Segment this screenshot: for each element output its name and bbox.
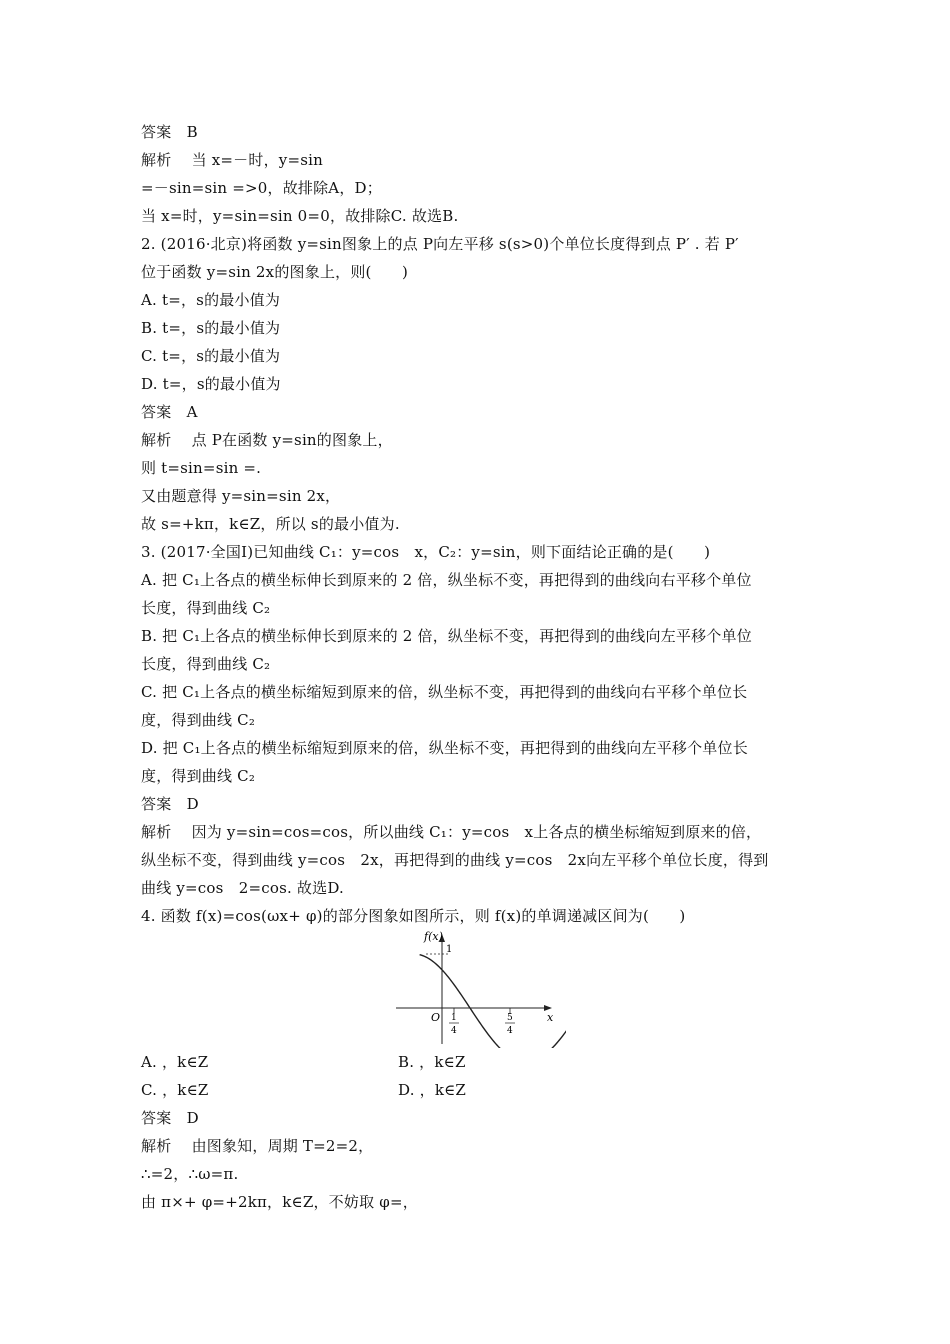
analysis-line: 当 x=时，y=sin=sin 0=0，故排除C. 故选B. xyxy=(141,207,459,225)
analysis-line: 解析 当 x=－时，y=sin xyxy=(141,151,323,169)
analysis-line: 故 s=+kπ，k∈Z，所以 s的最小值为. xyxy=(141,515,400,533)
question-3-option-b-cont: 长度，得到曲线 C₂ xyxy=(141,655,271,673)
answer-line-q4: 答案 D xyxy=(141,1109,199,1127)
analysis-line: 曲线 y=cos 2=cos. 故选D. xyxy=(141,879,344,897)
analysis-line: 解析 因为 y=sin=cos=cos，所以曲线 C₁：y=cos x上各点的横坐标缩短到原来的倍， xyxy=(141,823,762,841)
question-3-stem: 3. (2017·全国Ⅰ)已知曲线 C₁：y=cos x，C₂：y=sin，则下面结论正确的是( ) xyxy=(141,543,711,561)
answer-line-q1: 答案 B xyxy=(141,123,198,141)
question-3-option-b: B. 把 C₁上各点的横坐标伸长到原来的 2 倍，纵坐标不变，再把得到的曲线向左平移个单位 xyxy=(141,627,752,645)
question-4-option-a: A. ，k∈Z xyxy=(141,1053,209,1071)
question-4-option-c: C. ，k∈Z xyxy=(141,1081,209,1099)
answer-line-q2: 答案 A xyxy=(141,403,198,421)
question-3-option-d: D. 把 C₁上各点的横坐标缩短到原来的倍，纵坐标不变，再把得到的曲线向左平移个单位长 xyxy=(141,739,748,757)
question-3-option-c-cont: 度，得到曲线 C₂ xyxy=(141,711,256,729)
answer-line-q3: 答案 D xyxy=(141,795,199,813)
tick-1-4-denominator: 4 xyxy=(451,1026,457,1036)
analysis-line: 由 π×+ φ=+2kπ，k∈Z，不妨取 φ=， xyxy=(141,1193,418,1211)
question-2-option-d: D. t=，s的最小值为 xyxy=(141,375,281,393)
question-4-stem: 4. 函数 f(x)=cos(ωx+ φ)的部分图象如图所示，则 f(x)的单调递减区间为( ) xyxy=(141,907,686,925)
y-tick-label: 1 xyxy=(446,944,453,955)
question-4-option-b: B. ，k∈Z xyxy=(398,1053,466,1071)
question-3-option-a-cont: 长度，得到曲线 C₂ xyxy=(141,599,271,617)
question-3-option-a: A. 把 C₁上各点的横坐标伸长到原来的 2 倍，纵坐标不变，再把得到的曲线向右平移个单位 xyxy=(141,571,752,589)
analysis-line: 纵坐标不变，得到曲线 y=cos 2x，再把得到的曲线 y=cos 2x向左平移个单位长度，得到 xyxy=(141,851,769,869)
question-2-option-a: A. t=，s的最小值为 xyxy=(141,291,281,309)
analysis-line: 解析 点 P在函数 y=sin的图象上， xyxy=(141,431,393,449)
analysis-line: 则 t=sin=sin =. xyxy=(141,459,262,477)
question-2-option-c: C. t=，s的最小值为 xyxy=(141,347,281,365)
question-2-option-b: B. t=，s的最小值为 xyxy=(141,319,281,337)
tick-1-4-numerator: 1 xyxy=(451,1013,457,1023)
question-4-option-d: D. ，k∈Z xyxy=(398,1081,467,1099)
analysis-line: 又由题意得 y=sin=sin 2x， xyxy=(141,487,341,505)
y-axis-label: f(x) xyxy=(424,930,443,943)
analysis-line: =－sin=sin =>0，故排除A，D； xyxy=(141,179,382,197)
question-3-option-d-cont: 度，得到曲线 C₂ xyxy=(141,767,256,785)
x-axis-label: x xyxy=(547,1011,554,1024)
tick-5-4-numerator: 5 xyxy=(507,1013,513,1023)
cosine-graph-figure xyxy=(386,924,566,1048)
origin-label: O xyxy=(431,1011,441,1024)
analysis-line: ∴=2，∴ω=π. xyxy=(141,1165,239,1183)
analysis-line: 解析 由图象知，周期 T=2=2， xyxy=(141,1137,374,1155)
question-2-stem: 2. (2016·北京)将函数 y=sin图象上的点 P向左平移 s(s>0)个单位长度得到点 P′ . 若 P′ xyxy=(141,235,739,253)
tick-5-4-denominator: 4 xyxy=(507,1026,513,1036)
question-2-stem: 位于函数 y=sin 2x的图象上，则( ) xyxy=(141,263,409,281)
question-3-option-c: C. 把 C₁上各点的横坐标缩短到原来的倍，纵坐标不变，再把得到的曲线向右平移个单位长 xyxy=(141,683,748,701)
